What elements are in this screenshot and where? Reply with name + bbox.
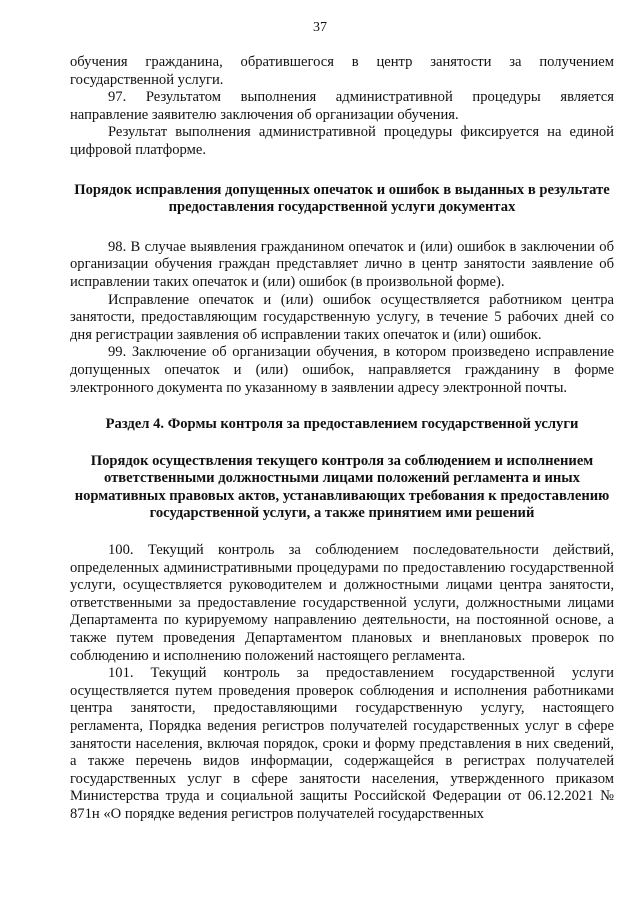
heading-corrections: Порядок исправления допущенных опечаток и ошибок в выданных в результате предоставления государственной услуги документах: [74, 181, 610, 216]
paragraph-100: 100. Текущий контроль за соблюдением последовательности действий, определенных административными процедурами по предоставлению государственной услуги, осуществляется руководителем и должностными лицами центра занятости, ответственными за предоставление государственной услуги, должностными лицами Департамента по курируемому направлению деятельности, на постоянной основе, а также путем проведения Департаментом плановых и внеплановых проверок по соблюдению и исполнению положений настоящего регламента.: [70, 542, 614, 664]
paragraph-97: 97. Результатом выполнения административной процедуры является направление заявителю заключения об организации обучения.: [70, 89, 614, 123]
heading-section-4: Раздел 4. Формы контроля за предоставлением государственной услуги: [105, 416, 579, 433]
document-content: [70, 54, 614, 824]
paragraph-98: 98. В случае выявления гражданином опечаток и (или) ошибок в заключении об организации обучения граждан представляет лично в центр занятости заявление об исправлении таких опечаток и (или) ошибок (в произвольной форме).: [70, 238, 614, 290]
paragraph-101: 101. Текущий контроль за предоставлением государственной услуги осуществляется путем проведения проверок соблюдения и исполнения работниками центра занятости, предоставляющими государственную услугу, настоящего регламента, Порядка ведения регистров получателей государственных услуг в сфере занятости населения, включая порядок, сроки и форму представления в них сведений, а также перечень видов информации, содержащейся в регистрах получателей государственных услуг в сфере занятости населения, утвержденного приказом Министерства труда и социальной защиты Российской Федерации от 06.12.2021 № 871н «О порядке ведения регистров получателей государственных: [70, 665, 614, 822]
paragraph-continuation: обучения гражданина, обратившегося в центр занятости за получением государственной услуги.: [70, 54, 614, 88]
paragraph-result-fixation: Результат выполнения административной процедуры фиксируется на единой цифровой платформе.: [70, 124, 614, 158]
paragraph-99: 99. Заключение об организации обучения, в котором произведено исправление допущенных опечаток и (или) ошибок, направляется гражданину в форме электронного документа по указанному в заявлении адресу электронной почты.: [70, 344, 614, 396]
page-number: 37: [313, 20, 327, 35]
paragraph-correction-term: Исправление опечаток и (или) ошибок осуществляется работником центра занятости, предоставляющим государственную услугу, в течение 5 рабочих дней со дня регистрации заявления об исправлении таких опечаток и (или) ошибок.: [70, 291, 614, 343]
heading-current-control: Порядок осуществления текущего контроля за соблюдением и исполнением ответственными должностными лицами положений регламента и иных нормативных правовых актов, устанавливающих требования к предоставлению государственной услуги, а также принятием ими решений: [74, 452, 610, 522]
